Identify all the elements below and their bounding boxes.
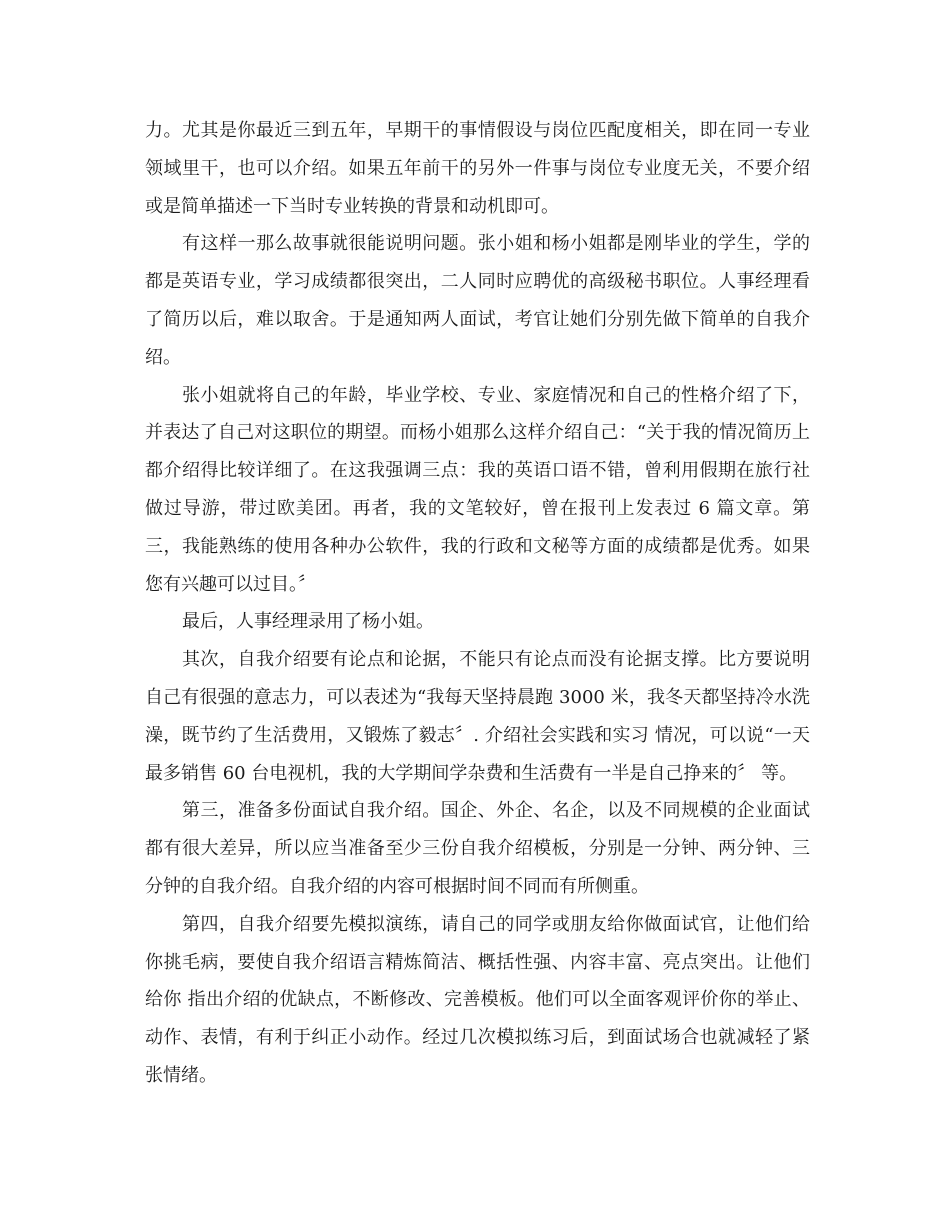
- paragraph-continuation: 力。尤其是你最近三到五年，早期干的事情假设与岗位匹配度相关，即在同一专业领域里干，也可以介绍。如果五年前干的另外一件事与岗位专业度无关，不要介绍或是简单描述一下当时专业转换的背景和动机即可。: [145, 120, 810, 217]
- paragraph-second-point: 其次，自我介绍要有论点和论据，不能只有论点而没有论据支撑。比方要说明自己有很强的意志力，可以表述为“我每天坚持晨跑 3000 米，我冬天都坚持冷水洗澡，既节约了生活费用，又锻炼了毅志〞. 介绍社会实践和实习 情况，可以说“一天最多销售 60 台电视机，我的大学期间学杂费和生活费有一半是自己挣来的〞 等。: [145, 649, 810, 784]
- paragraph-result: 最后，人事经理录用了杨小姐。: [182, 611, 434, 633]
- document-body: [145, 112, 810, 1095]
- paragraph-third-point: 第三，准备多份面试自我介绍。国企、外企、名企，以及不同规模的企业面试都有很大差异，所以应当准备至少三份自我介绍模板，分别是一分钟、两分钟、三分钟的自我介绍。自我介绍的内容可根据时间不同而有所侧重。: [145, 800, 810, 897]
- paragraph-fourth-point: 第四，自我介绍要先模拟演练，请自己的同学或朋友给你做面试官，让他们给你挑毛病，要使自我介绍语言精炼简洁、概括性强、内容丰富、亮点突出。让他们给你 指出介绍的优缺点，不断修改、完善模板。他们可以全面客观评价你的举止、动作、表情，有利于纠正小动作。经过几次模拟练习后，到面试场合也就减轻了紧张情绪。: [145, 913, 810, 1086]
- paragraph-self-introductions: 张小姐就将自己的年龄，毕业学校、专业、家庭情况和自己的性格介绍了下，并表达了自己对这职位的期望。而杨小姐那么这样介绍自己：“关于我的情况简历上都介绍得比较详细了。在这我强调三点：我的英语口语不错，曾利用假期在旅行社做过导游，带过欧美团。再者，我的文笔较好，曾在报刊上发表过 6 篇文章。第三，我能熟练的使用各种办公软件，我的行政和文秘等方面的成绩都是优秀。如果您有兴趣可以过目。〞: [145, 384, 810, 595]
- paragraph-story-intro: 有这样一那么故事就很能说明问题。张小姐和杨小姐都是刚毕业的学生，学的都是英语专业，学习成绩都很突出，二人同时应聘优的高级秘书职位。人事经理看了简历以后，难以取舍。于是通知两人面试，考官让她们分别先做下简单的自我介绍。: [145, 233, 810, 368]
